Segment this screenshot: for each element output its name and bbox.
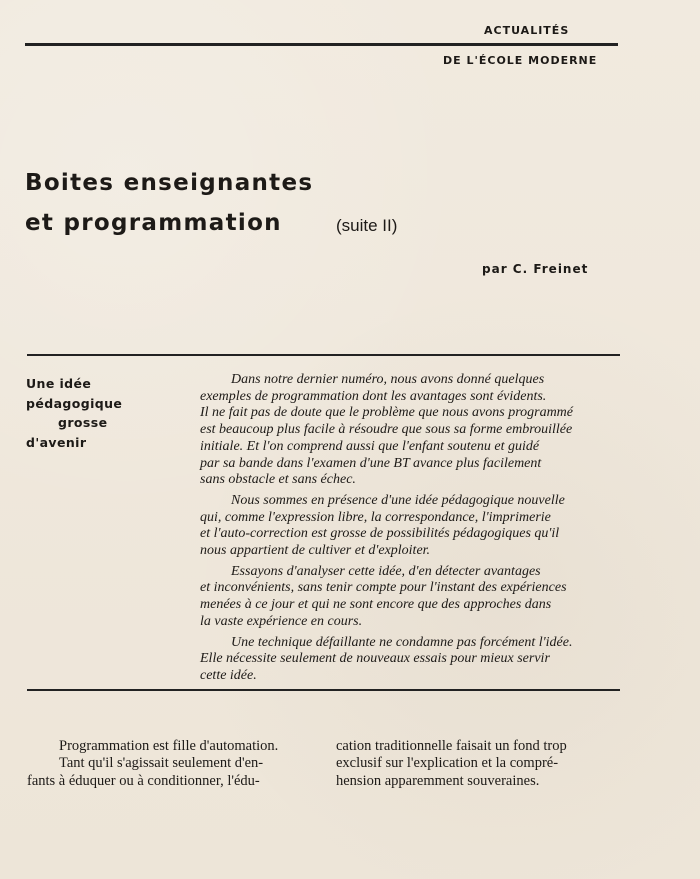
intro-top-divider: [27, 354, 620, 356]
article-subtitle: (suite II): [336, 216, 398, 235]
intro-line: Elle nécessite seulement de nouveaux essais pour mieux servir: [200, 651, 550, 667]
body-line: exclusif sur l'explication et la compré-: [336, 755, 559, 772]
intro-text: [200, 372, 621, 689]
intro-line: Dans notre dernier numéro, nous avons donné quelques: [231, 372, 545, 387]
body-line: fants à éduquer ou à conditionner, l'édu-: [27, 772, 260, 789]
intro-line: et inconvénients, sans tenir compte pour l'instant des expériences: [200, 580, 567, 596]
intro-line: Essayons d'analyser cette idée, d'en détecter avantages: [231, 563, 541, 579]
intro-bottom-divider: [27, 689, 620, 691]
intro-paragraph: [200, 493, 621, 560]
intro-line: exemples de programmation dont les avantages sont évidents.: [200, 388, 547, 404]
header-divider: [25, 43, 618, 46]
intro-line: Une technique défaillante ne condamne pas forcément l'idée.: [231, 634, 573, 650]
intro-line: Il ne fait pas de doute que le problème que nous avons programmé: [200, 405, 574, 421]
body-line: cation traditionnelle faisait un fond trop: [336, 738, 567, 754]
side-heading: [26, 374, 144, 452]
body-line: Tant qu'il s'agissait seulement d'en-: [59, 755, 264, 772]
side-heading-line-3: grosse: [58, 415, 108, 430]
intro-paragraph: [200, 635, 621, 685]
section-title-bottom: DE L'ÉCOLE MODERNE: [443, 54, 598, 67]
body-column-right: [336, 738, 627, 790]
article-title-line-2: et programmation: [25, 210, 282, 236]
intro-line: et l'auto-correction est grosse de possibilités pédagogiques qu'il: [200, 526, 560, 542]
body-line: hension apparemment souveraines.: [336, 772, 540, 789]
intro-line: cette idée.: [200, 667, 257, 683]
intro-paragraph: [200, 564, 621, 631]
article-title-line-1: Boites enseignantes: [25, 170, 314, 196]
article-author: par C. Freinet: [482, 262, 589, 276]
intro-line: nous appartient de cultiver et d'exploiter.: [200, 543, 431, 559]
intro-line: sans obstacle et sans échec.: [200, 472, 356, 488]
intro-line: est beaucoup plus facile à résoudre que sous sa forme embrouillée: [200, 422, 573, 438]
side-heading-line-2: pédagogique: [26, 395, 123, 411]
body-column-left: [27, 738, 319, 790]
intro-line: Nous sommes en présence d'une idée pédagogique nouvelle: [231, 492, 565, 508]
intro-line: menées à ce jour et qui ne sont encore que des approches dans: [200, 597, 552, 613]
intro-line: qui, comme l'expression libre, la correspondance, l'imprimerie: [200, 509, 551, 525]
side-heading-line-1: Une idée: [26, 376, 92, 391]
intro-paragraph: [200, 372, 621, 489]
intro-line: par sa bande dans l'examen d'une BT avance plus facilement: [200, 455, 542, 471]
section-title-top: ACTUALITÉS: [484, 24, 570, 37]
intro-line: initiale. Et l'on comprend aussi que l'enfant soutenu et guidé: [200, 438, 540, 454]
side-heading-line-4: d'avenir: [26, 434, 87, 450]
body-line: Programmation est fille d'automation.: [59, 738, 279, 754]
intro-line: la vaste expérience en cours.: [200, 613, 363, 629]
